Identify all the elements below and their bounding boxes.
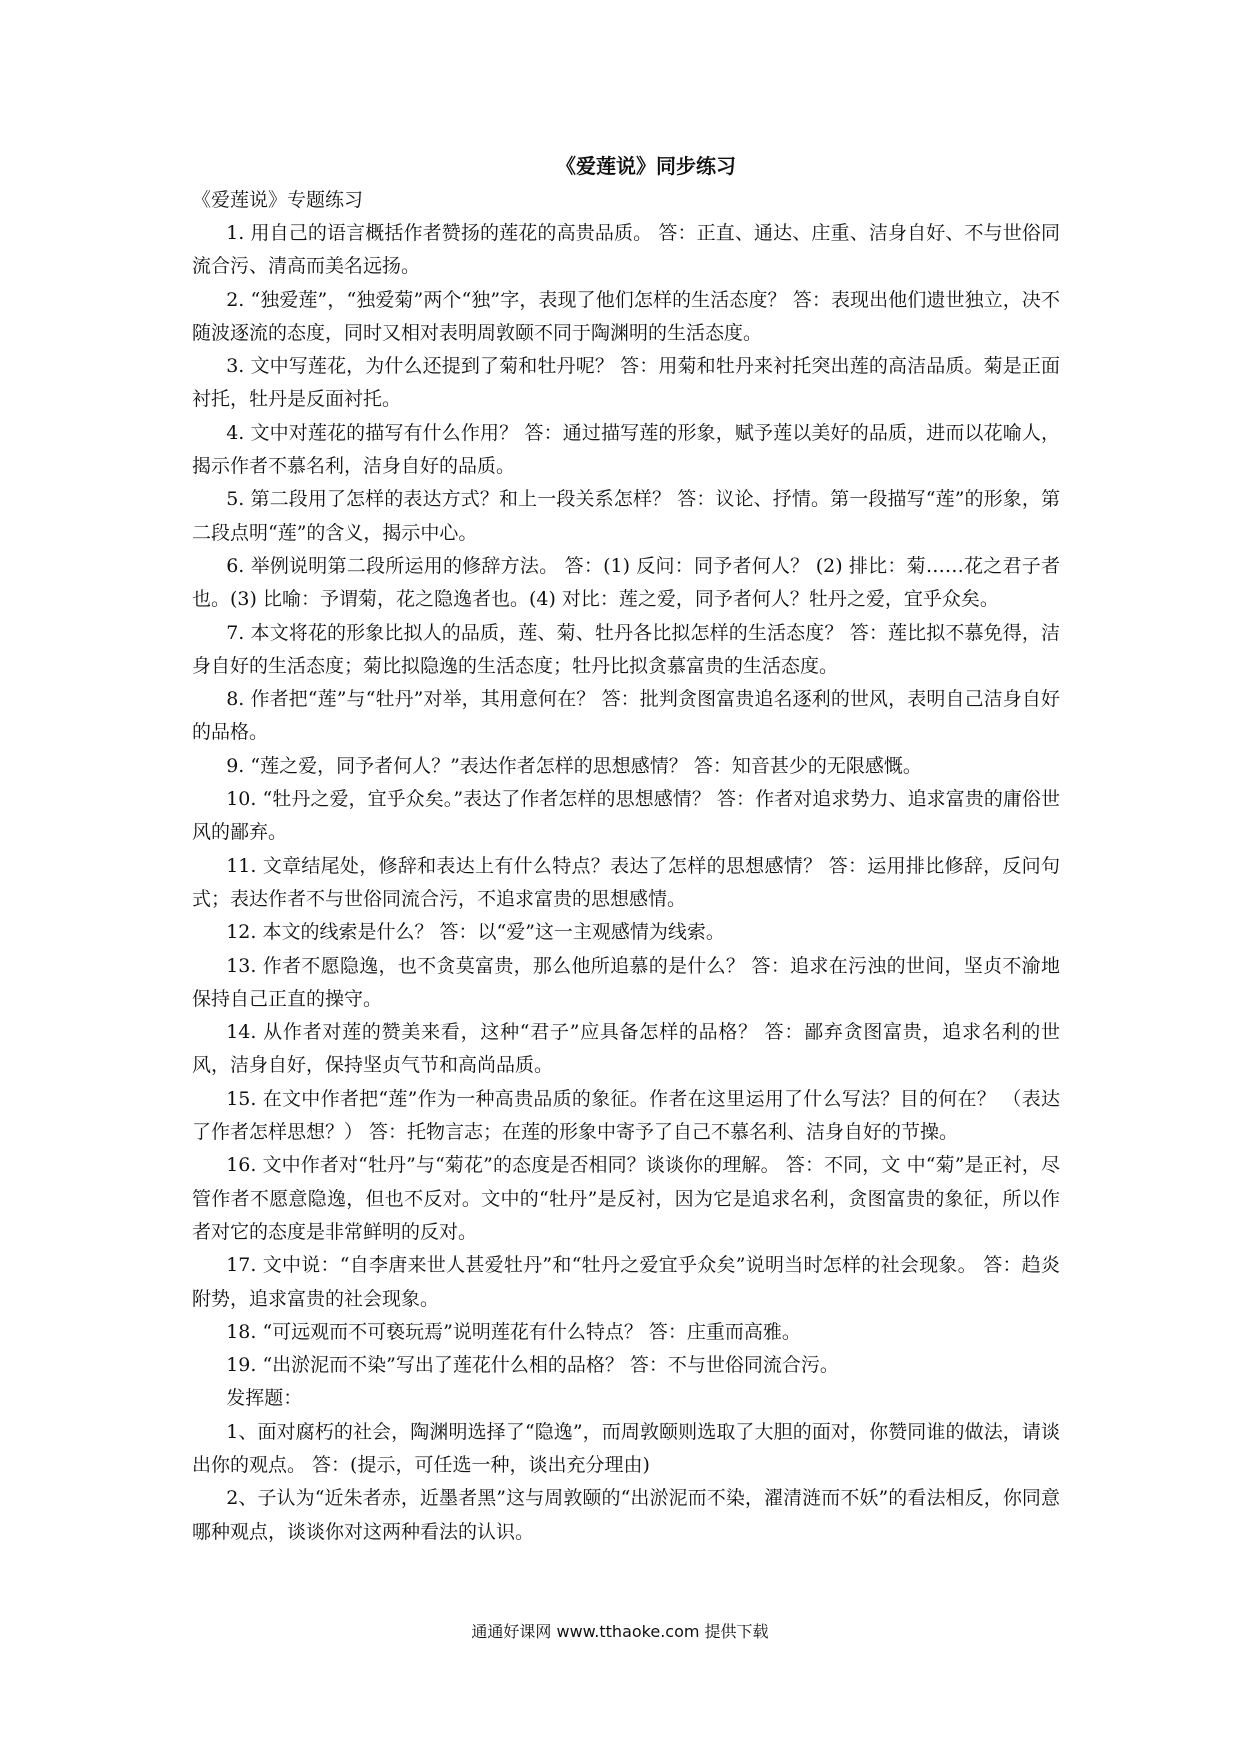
extension-question-1: 1、面对腐朽的社会，陶渊明选择了“隐逸”，而周敦颐则选取了大胆的面对，你赞同谁的做法，请谈出你的观点。 答：(提示，可任选一种，谈出充分理由): [192, 1420, 1060, 1476]
document-subtitle: 《爱莲说》专题练习: [192, 189, 364, 211]
question-19: 19. “出淤泥而不染”写出了莲花什么相的品格？ 答：不与世俗同流合污。: [226, 1354, 839, 1377]
question-14: 14. 从作者对莲的赞美来看，这种“君子”应具备怎样的品格？ 答：鄙弃贪图富贵，追求名利的世风，洁身自好，保持坚贞气节和高尚品质。: [192, 1021, 1060, 1077]
page-footer: 通通好课网 www.tthaoke.com 提供下载: [471, 1622, 769, 1641]
question-9: 9. “莲之爱，同予者何人？”表达作者怎样的思想感情？ 答：知音甚少的无限感慨。: [226, 754, 922, 777]
document-page: [192, 148, 1060, 1549]
question-8: 8. 作者把“莲”与“牡丹”对举，其用意何在？ 答：批判贪图富贵追名逐利的世风，表明自己洁身自好的品格。: [192, 688, 1060, 744]
question-6: 6. 举例说明第二段所运用的修辞方法。 答：(1) 反问：同予者何人？ (2) 排比：菊……花之君子者也。(3) 比喻：予谓菊，花之隐逸者也。(4) 对比：莲之爱，同予者何人？牡丹之爱，宜乎众矣。: [192, 554, 1060, 611]
question-10: 10. “牡丹之爱，宜乎众矣。”表达了作者怎样的思想感情？ 答：作者对追求势力、追求富贵的庸俗世风的鄙弃。: [192, 788, 1060, 844]
question-4: 4. 文中对莲花的描写有什么作用？ 答：通过描写莲的形象，赋予莲以美好的品质，进而以花喻人，揭示作者不慕名利，洁身自好的品质。: [192, 421, 1060, 478]
question-12: 12. 本文的线索是什么？ 答：以“爱”这一主观感情为线索。: [226, 921, 725, 944]
extension-question-2: 2、子认为“近朱者赤，近墨者黑”这与周敦颐的“出淤泥而不染，濯清涟而不妖”的看法相反，你同意哪种观点，谈谈你对这两种看法的认识。: [192, 1487, 1060, 1543]
question-17: 17. 文中说：“自李唐来世人甚爱牡丹”和“牡丹之爱宜乎众矣”说明当时怎样的社会现象。 答：趋炎附势，追求富贵的社会现象。: [192, 1254, 1060, 1310]
question-13: 13. 作者不愿隐逸，也不贪莫富贵，那么他所追慕的是什么？ 答：追求在污浊的世间，坚贞不渝地保持自己正直的操守。: [192, 954, 1060, 1010]
question-16: 16. 文中作者对“牡丹”与“菊花”的态度是否相同？谈谈你的理解。 答：不同，文 中“菊”是正衬，尽管作者不愿意隐逸，但也不反对。文中的“牡丹”是反衬，因为它是追求名利，贪图富贵的象征，所以作者对它的态度是非常鲜明的反对。: [192, 1154, 1060, 1243]
question-15: 15. 在文中作者把“莲”作为一种高贵品质的象征。作者在这里运用了什么写法？目的何在？ （表达了作者怎样思想？） 答：托物言志；在莲的形象中寄予了自己不慕名利、洁身自好的节操。: [192, 1087, 1060, 1144]
extension-heading: 发挥题：: [226, 1387, 303, 1410]
question-18: 18. “可远观而不可亵玩焉”说明莲花有什么特点？ 答：庄重而高雅。: [226, 1320, 801, 1343]
question-7: 7. 本文将花的形象比拟人的品质，莲、菊、牡丹各比拟怎样的生活态度？ 答：莲比拟不慕免得，洁身自好的生活态度；菊比拟隐逸的生活态度；牡丹比拟贪慕富贵的生活态度。: [192, 621, 1060, 677]
question-1: 1. 用自己的语言概括作者赞扬的莲花的高贵品质。 答：正直、通达、庄重、洁身自好、不与世俗同流合污、清高而美名远扬。: [192, 222, 1060, 278]
document-title: 《爱莲说》同步练习: [556, 154, 736, 178]
question-11: 11. 文章结尾处，修辞和表达上有什么特点？表达了怎样的思想感情？ 答：运用排比修辞，反问句式；表达作者不与世俗同流合污，不追求富贵的思想感情。: [192, 854, 1060, 910]
question-2: 2. “独爱莲”，“独爱菊”两个“独”字，表现了他们怎样的生活态度？ 答：表现出他们遗世独立，决不随波逐流的态度，同时又相对表明周敦颐不同于陶渊明的生活态度。: [192, 288, 1060, 344]
question-3: 3. 文中写莲花，为什么还提到了菊和牡丹呢？ 答：用菊和牡丹来衬托突出莲的高洁品质。菊是正面衬托，牡丹是反面衬托。: [192, 355, 1060, 411]
question-5: 5. 第二段用了怎样的表达方式？和上一段关系怎样？ 答：议论、抒情。第一段描写“莲”的形象，第二段点明“莲”的含义，揭示中心。: [192, 488, 1060, 544]
